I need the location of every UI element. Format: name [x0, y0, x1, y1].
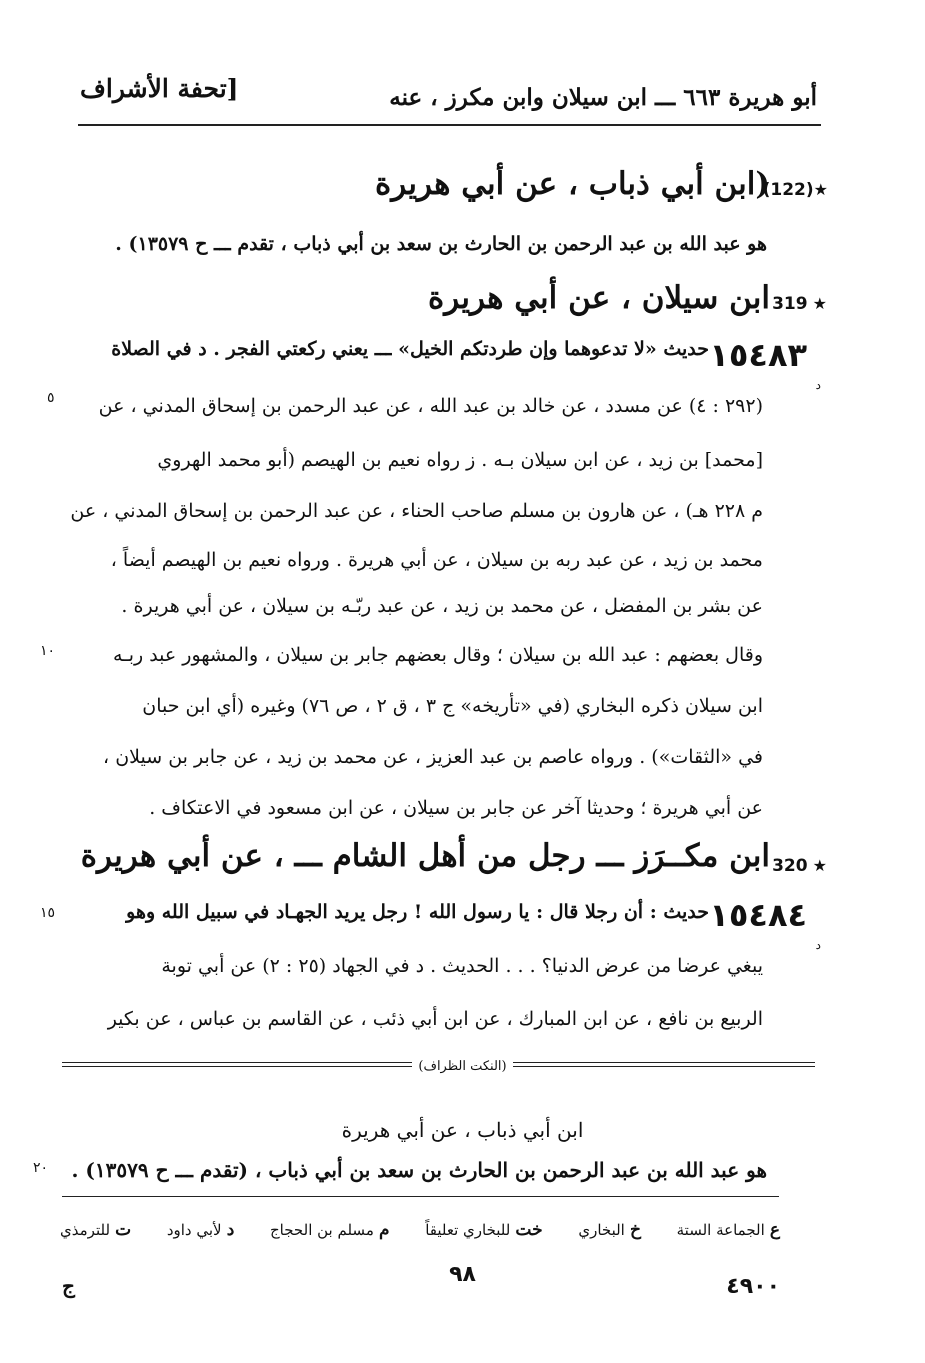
running-title: أبو هريرة ٦٦٣ ـــ ابن سيلان وابن مكرز ، عنه — [389, 84, 817, 111]
abbreviation-label: مسلم بن الحجاج — [270, 1221, 374, 1239]
nukat-title: ابن أبي ذباب ، عن أبي هريرة — [341, 1118, 584, 1142]
section-title: (ابن أبي ذباب ، عن أبي هريرة — [374, 166, 770, 202]
header-rule — [78, 124, 821, 126]
divider-label: (النكت الظراف) — [412, 1059, 512, 1074]
abbreviation-label: الجماعة الستة — [676, 1221, 765, 1239]
nukat-line: هو عبد الله بن عبد الرحمن بن الحارث بن سعد بن أبي ذباب ، (تقدم ـــ ح ١٣٥٧٩) . — [71, 1158, 767, 1182]
section-319-marker — [772, 294, 827, 314]
abbreviation-key-letter: خت — [515, 1220, 543, 1240]
margin-line-number: ٥ — [47, 390, 55, 406]
hadith-line: حديث «لا تدعوهما وإن طردتكم الخيل» ـــ يعني ركعتي الفجر . د في الصلاة — [111, 338, 709, 360]
volume-number: ٤٩٠٠ — [726, 1274, 780, 1299]
page-number: ٩٨ — [449, 1262, 476, 1287]
abbreviation-item — [60, 1220, 131, 1240]
hadith-line: [محمد] بن زيد ، عن ابن سيلان بـه . ز رواه نعيم بن الهيصم (أبو محمد الهروي — [157, 449, 763, 471]
section-320-marker — [772, 856, 827, 876]
abbreviation-item — [167, 1220, 234, 1240]
abbreviation-label: لأبي داود — [166, 1221, 222, 1239]
book-title: [تحفة الأشراف — [80, 74, 239, 103]
hadith-line: يبغي عرضا من عرض الدنيا؟ . . . الحديث . د في الجهاد (٢٥ : ٢) عن أبي توبة — [161, 955, 763, 977]
hadith-line: حديث : أن رجلا قال : يا رسول الله ! رجل يريد الجهـاد في سبيل الله وهو — [126, 901, 709, 923]
abbreviation-label: البخاري — [578, 1221, 625, 1239]
star-icon: ★ — [812, 856, 827, 875]
section-122-marker — [763, 180, 828, 200]
star-icon: ★ — [812, 294, 827, 313]
section-line: هو عبد الله بن عبد الرحمن بن الحارث بن سعد بن أبي ذباب ، تقدم ـــ ح ١٣٥٧٩) . — [115, 233, 767, 255]
section-title: ابن مكــرَز ـــ رجل من أهل الشام ـــ ، عن أبي هريرة — [80, 838, 770, 874]
hadith-code: د — [815, 938, 821, 952]
section-number: 320 — [772, 856, 808, 876]
section-number: 319 — [772, 294, 808, 314]
abbreviation-key-letter: ع — [769, 1220, 780, 1240]
hadith-line: الربيع بن نافع ، عن ابن المبارك ، عن ابن أبي ذئب ، عن القاسم بن عباس ، عن بكير — [107, 1008, 763, 1030]
abbreviation-key-letter: م — [378, 1220, 390, 1240]
section-title: ابن سيلان ، عن أبي هريرة — [428, 280, 770, 316]
hadith-number: ١٥٤٨٤ — [709, 896, 807, 934]
margin-line-number: ١٥ — [40, 905, 56, 921]
hadith-line: م ٢٢٨ هـ) ، عن هارون بن مسلم صاحب الحناء ، عن عبد الرحمن بن إسحاق المدني ، عن — [70, 500, 763, 522]
hadith-line: وقال بعضهم : عبد الله بن سيلان ؛ وقال بعضهم جابر بن سيلان ، والمشهور عبد ربـه — [112, 644, 763, 666]
margin-line-number: ٢٠ — [33, 1160, 49, 1176]
signature-mark: ج — [62, 1274, 75, 1298]
hadith-line: عن أبي هريرة ؛ وحديثا آخر عن جابر بن سيلان ، عن ابن مسعود في الاعتكاف . — [149, 797, 763, 819]
star-icon: ★ — [813, 180, 828, 199]
divider — [0, 1055, 925, 1074]
abbreviation-item — [578, 1220, 641, 1240]
hadith-line: ابن سيلان ذكره البخاري (في «تأريخه» ج ٣ ، ق ٢ ، ص ٧٦) وغيره (أي ابن حبان — [142, 695, 763, 717]
abbreviation-item — [677, 1220, 780, 1240]
abbreviation-label: للترمذي — [60, 1221, 111, 1239]
hadith-line: (٢٩٢ : ٤) عن مسدد ، عن خالد بن عبد الله ، عن عبد الرحمن بن إسحاق المدني ، عن — [98, 395, 763, 417]
abbreviation-key-letter: د — [226, 1220, 235, 1240]
abbreviation-key — [60, 1220, 780, 1240]
section-number: (122) — [762, 180, 814, 200]
hadith-code: د — [815, 378, 821, 392]
margin-line-number: ١٠ — [40, 643, 56, 659]
abbreviation-item — [425, 1220, 542, 1240]
footnote-rule — [62, 1196, 779, 1197]
abbreviation-item — [270, 1220, 389, 1240]
abbreviation-label: للبخاري تعليقاً — [425, 1221, 511, 1239]
hadith-number: ١٥٤٨٣ — [709, 336, 807, 374]
hadith-line: في «الثقات») . ورواه عاصم بن عبد العزيز ، عن محمد بن زيد ، عن جابر بن سيلان ، — [103, 746, 763, 768]
hadith-line: عن بشر بن المفضل ، عن محمد بن زيد ، عن عبد ربّـه بن سيلان ، عن أبي هريرة . — [121, 595, 763, 617]
hadith-line: محمد بن زيد ، عن عبد ربه بن سيلان ، عن أبي هريرة . ورواه نعيم بن الهيصم أيضاً ، — [110, 549, 763, 571]
abbreviation-key-letter: خ — [629, 1220, 641, 1240]
abbreviation-key-letter: ت — [115, 1220, 132, 1240]
